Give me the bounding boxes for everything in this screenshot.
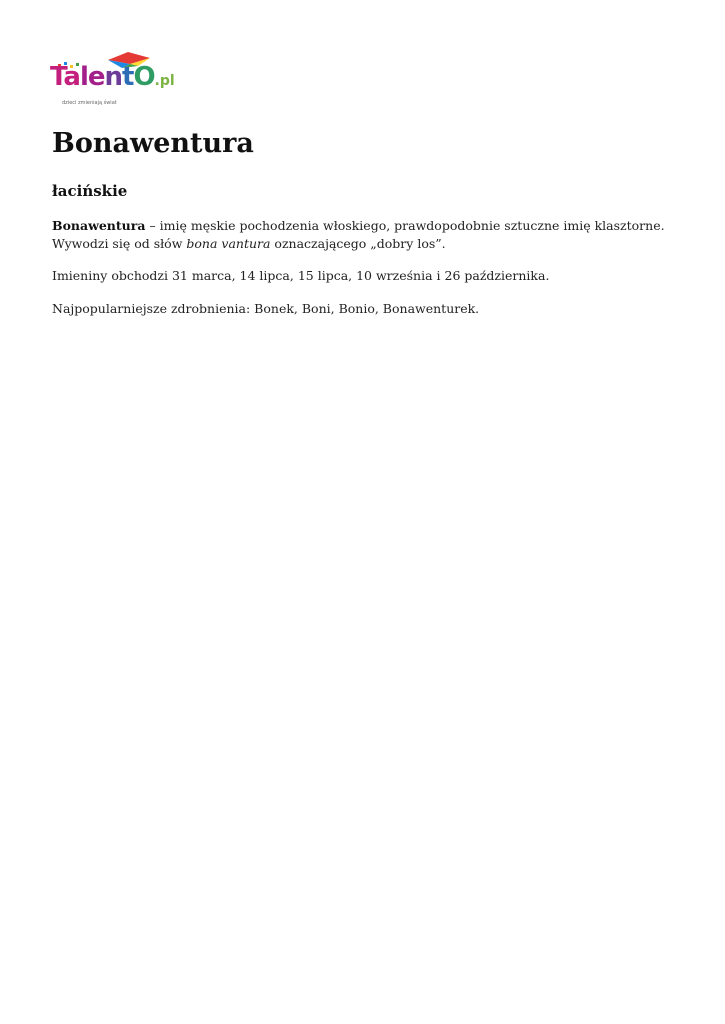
talento-logo	[50, 52, 175, 110]
name-bold: Bonawentura	[52, 218, 146, 233]
logo-part: le	[79, 62, 105, 92]
logo-tagline: dzieci zmieniają świat	[62, 100, 117, 106]
page-title: Bonawentura	[52, 128, 254, 159]
logo-part: Ta	[50, 62, 80, 92]
logo-part: O	[133, 62, 155, 92]
logo-domain: .pl	[154, 73, 175, 89]
diminutives-paragraph: Najpopularniejsze zdrobnienia: Bonek, Boni, Bonio, Bonawenturek.	[52, 301, 480, 316]
description-text-a: – imię męskie pochodzenia włoskiego, prawdopodobnie sztuczne imię klasztorne. Wywodzi się od słów	[52, 218, 665, 251]
description-paragraph	[52, 217, 672, 253]
name-origin: łacińskie	[52, 182, 128, 200]
logo-part: n	[104, 62, 122, 92]
description-text-b: oznaczającego „dobry los”.	[270, 236, 446, 251]
logo-part: t	[122, 62, 134, 92]
latin-phrase: bona vantura	[186, 236, 271, 251]
logo-wordmark	[50, 64, 175, 90]
name-days-paragraph: Imieniny obchodzi 31 marca, 14 lipca, 15 lipca, 10 września i 26 października.	[52, 268, 550, 283]
